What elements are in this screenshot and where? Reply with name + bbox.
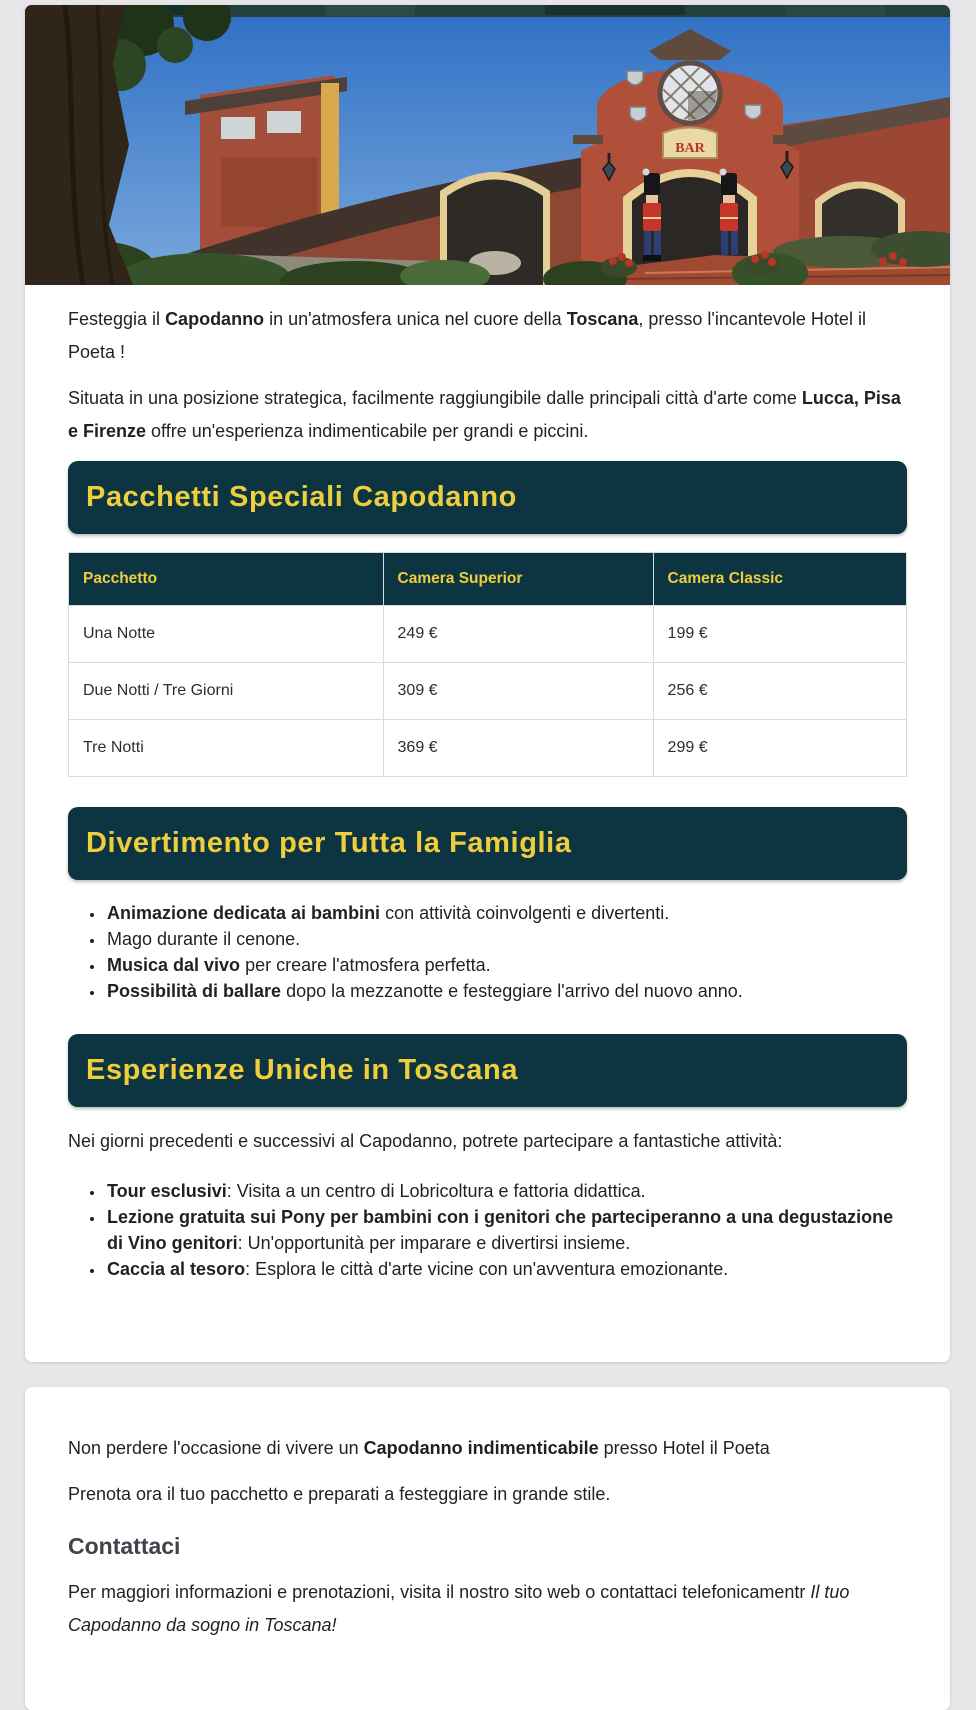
column-header-camera-superior: Camera Superior — [383, 553, 653, 606]
price-cell: 369 € — [383, 720, 653, 777]
list-item: • Possibilità di ballare dopo la mezzanotte e festeggiare l'arrivo del nuovo anno. — [105, 978, 907, 1004]
outro-paragraph-1: Non perdere l'occasione di vivere un Capodanno indimenticabile presso Hotel il Poeta — [68, 1438, 770, 1458]
main-card-body — [25, 285, 950, 1362]
list-item: • Mago durante il cenone. — [105, 926, 907, 952]
package-name-cell: Due Notti / Tre Giorni — [69, 663, 384, 720]
column-header-pacchetto: Pacchetto — [69, 553, 384, 606]
experiences-intro: Nei giorni precedenti e successivi al Capodanno, potrete partecipare a fantastiche attività: — [68, 1131, 783, 1151]
section-title-fun: Divertimento per Tutta la Famiglia — [86, 827, 572, 859]
contact-paragraph: Per maggiori informazioni e prenotazioni, visita il nostro sito web o contattaci telefonicamentr Il tuo Capodanno da sogno in Toscana! — [68, 1582, 850, 1635]
bar-sign — [663, 128, 717, 159]
section-title-packages: Pacchetti Speciali Capodanno — [86, 481, 517, 513]
list-item: • Tour esclusivi: Visita a un centro di Lobricoltura e fattoria didattica. — [105, 1178, 907, 1204]
price-cell: 256 € — [653, 663, 906, 720]
price-cell: 199 € — [653, 606, 906, 663]
outro-paragraph-2: Prenota ora il tuo pacchetto e preparati a festeggiare in grande stile. — [68, 1484, 611, 1504]
section-title-experiences: Esperienze Uniche in Toscana — [86, 1054, 519, 1086]
section-banner-packages — [68, 461, 907, 534]
column-header-camera-classic: Camera Classic — [653, 553, 906, 606]
table-row — [69, 606, 907, 663]
package-name-cell: Una Notte — [69, 606, 384, 663]
list-item: • Animazione dedicata ai bambini con attività coinvolgenti e divertenti. — [105, 900, 907, 926]
list-item: • Caccia al tesoro: Esplora le città d'arte vicine con un'avventura emozionante. — [105, 1256, 907, 1282]
pricing-table-body — [69, 606, 907, 777]
intro-paragraph-2: Situata in una posizione strategica, facilmente raggiungibile dalle principali città d'arte come Lucca, Pisa e Firenze offre un'esperienza indimenticabile per grandi e piccini. — [68, 388, 901, 441]
section-banner-experiences — [68, 1034, 907, 1107]
pricing-table-head — [69, 553, 907, 606]
hotel-photo — [25, 5, 950, 285]
contact-heading: Contattaci — [68, 1533, 181, 1559]
price-cell: 309 € — [383, 663, 653, 720]
price-cell: 249 € — [383, 606, 653, 663]
pricing-table — [68, 552, 907, 777]
list-item: • Lezione gratuita sui Pony per bambini con i genitori che parteciperanno a una degustazione di Vino genitori: Un'opportunità per imparare e divertirsi insieme. — [105, 1204, 907, 1256]
bar-sign-text: BAR — [675, 141, 705, 156]
pricing-header-row — [69, 553, 907, 606]
experiences-list — [68, 1178, 907, 1282]
table-row — [69, 720, 907, 777]
intro-paragraph-1: Festeggia il Capodanno in un'atmosfera unica nel cuore della Toscana, presso l'incantevole Hotel il Poeta ! — [68, 309, 866, 362]
main-card — [25, 5, 950, 1362]
spacer — [68, 1004, 907, 1024]
outro-card — [25, 1387, 950, 1710]
section-banner-fun — [68, 807, 907, 880]
spacer — [68, 777, 907, 797]
list-item: • Musica dal vivo per creare l'atmosfera perfetta. — [105, 952, 907, 978]
hotel-photo-illustration — [25, 5, 950, 285]
table-row — [69, 663, 907, 720]
package-name-cell: Tre Notti — [69, 720, 384, 777]
price-cell: 299 € — [653, 720, 906, 777]
fun-list — [68, 900, 907, 1004]
